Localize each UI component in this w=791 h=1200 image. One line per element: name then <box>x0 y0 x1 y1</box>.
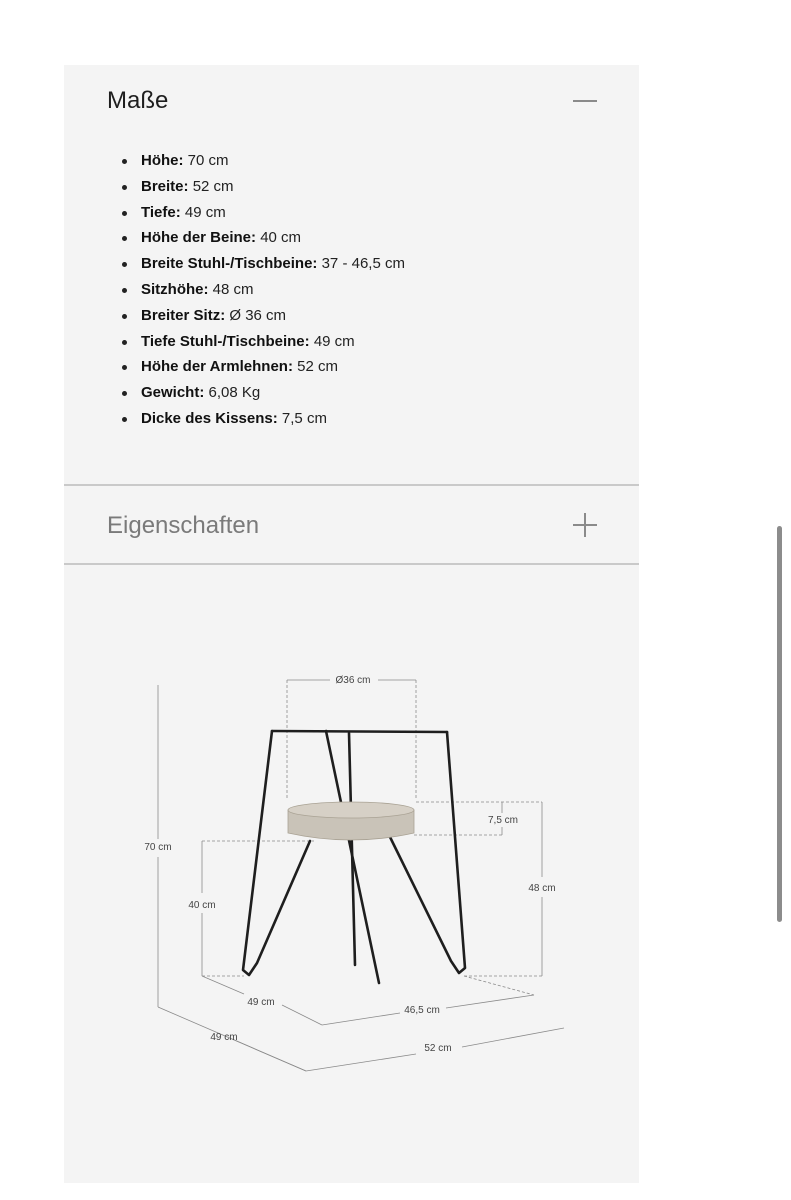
cushion <box>288 802 414 840</box>
list-item: Breiter Sitz: Ø 36 cm <box>141 303 405 329</box>
list-item: Höhe: 70 cm <box>141 148 405 174</box>
label-seat-height: 48 cm <box>528 883 556 894</box>
product-details-panel <box>64 65 639 1183</box>
accordion-title-masse: Maße <box>107 87 169 114</box>
list-item: Tiefe Stuhl-/Tischbeine: 49 cm <box>141 329 405 355</box>
label-cushion-thickness: 7,5 cm <box>487 815 519 826</box>
list-item: Höhe der Armlehnen: 52 cm <box>141 354 405 380</box>
list-item: Tiefe: 49 cm <box>141 200 405 226</box>
scrollbar[interactable] <box>777 526 782 922</box>
label-outer-depth: 49 cm <box>210 1032 238 1043</box>
list-item: Breite Stuhl-/Tischbeine: 37 - 46,5 cm <box>141 251 405 277</box>
label-inner-depth: 49 cm <box>247 997 275 1008</box>
list-item: Gewicht: 6,08 Kg <box>141 380 405 406</box>
dimension-diagram <box>64 65 639 1183</box>
label-leg-height: 40 cm <box>188 900 216 911</box>
accordion-title-eigenschaften: Eigenschaften <box>107 512 260 539</box>
label-seat-diameter: Ø36 cm <box>335 675 371 686</box>
label-outer-width: 52 cm <box>424 1043 452 1054</box>
list-item: Dicke des Kissens: 7,5 cm <box>141 406 405 432</box>
list-item: Höhe der Beine: 40 cm <box>141 225 405 251</box>
list-item: Sitzhöhe: 48 cm <box>141 277 405 303</box>
label-total-height: 70 cm <box>144 842 172 853</box>
list-item: Breite: 52 cm <box>141 174 405 200</box>
label-inner-width: 46,5 cm <box>404 1005 440 1016</box>
